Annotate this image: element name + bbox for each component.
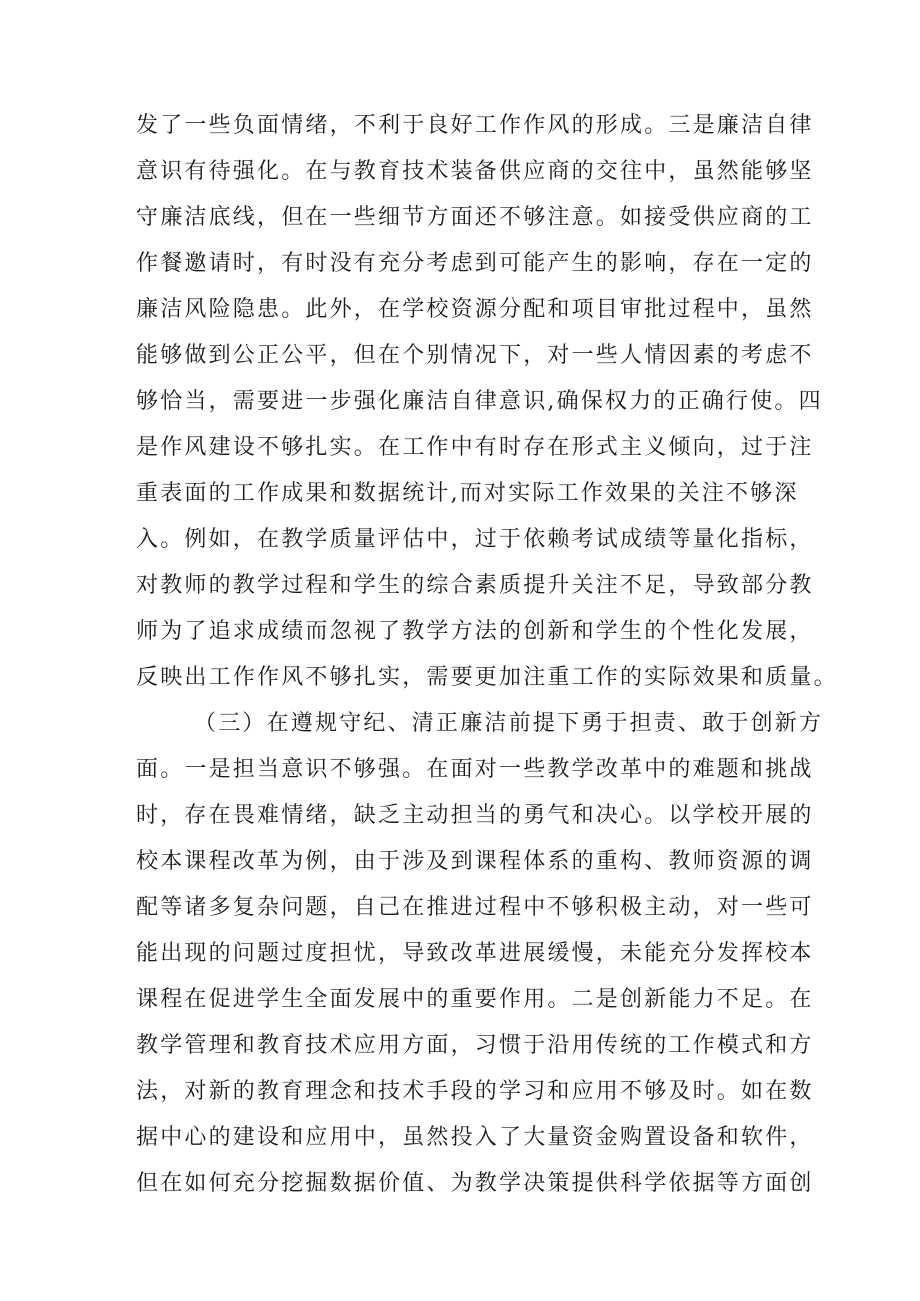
text-line: 师为了追求成绩而忽视了教学方法的创新和学生的个性化发展，	[136, 619, 814, 644]
text-line: 校本课程改革为例，由于涉及到课程体系的重构、教师资源的调	[136, 849, 814, 874]
text-line: 意识有待强化。在与教育技术装备供应商的交往中，虽然能够坚	[136, 159, 814, 184]
section-heading-line: （三）在遵规守纪、清正廉洁前提下勇于担责、敢于创新方	[194, 711, 824, 736]
text-line: 配等诸多复杂问题，自己在推进过程中不够积极主动，对一些可	[136, 895, 814, 920]
text-line: 重表面的工作成果和数据统计,而对实际工作效果的关注不够深	[136, 481, 799, 506]
text-line: 能够做到公正公平，但在个别情况下，对一些人情因素的考虑不	[136, 343, 814, 368]
text-line: 课程在促进学生全面发展中的重要作用。二是创新能力不足。在	[136, 987, 814, 1012]
text-line: 能出现的问题过度担忧，导致改革进展缓慢，未能充分发挥校本	[136, 941, 814, 966]
text-line: 时，存在畏难情绪，缺乏主动担当的勇气和决心。以学校开展的	[136, 803, 814, 828]
text-line: 教学管理和教育技术应用方面，习惯于沿用传统的工作模式和方	[136, 1033, 814, 1058]
text-line: 入。例如，在教学质量评估中，过于依赖考试成绩等量化指标，	[136, 527, 814, 552]
text-line: 是作风建设不够扎实。在工作中有时存在形式主义倾向，过于注	[136, 435, 814, 460]
text-line: 够恰当，需要进一步强化廉洁自律意识,确保权力的正确行使。四	[136, 389, 823, 414]
text-line: 作餐邀请时，有时没有充分考虑到可能产生的影响，存在一定的	[136, 251, 814, 276]
text-line: 发了一些负面情绪，不利于良好工作作风的形成。三是廉洁自律	[136, 113, 814, 138]
text-line: 廉洁风险隐患。此外，在学校资源分配和项目审批过程中，虽然	[136, 297, 814, 322]
text-line: 但在如何充分挖掘数据价值、为教学决策提供科学依据等方面创	[136, 1171, 814, 1196]
text-line: 面。一是担当意识不够强。在面对一些教学改革中的难题和挑战	[136, 757, 814, 782]
text-line: 反映出工作作风不够扎实，需要更加注重工作的实际效果和质量。	[136, 665, 838, 690]
text-line: 守廉洁底线，但在一些细节方面还不够注意。如接受供应商的工	[136, 205, 814, 230]
text-line: 对教师的教学过程和学生的综合素质提升关注不足，导致部分教	[136, 573, 814, 598]
text-line: 据中心的建设和应用中，虽然投入了大量资金购置设备和软件，	[136, 1125, 814, 1150]
text-line: 法，对新的教育理念和技术手段的学习和应用不够及时。如在数	[136, 1079, 814, 1104]
